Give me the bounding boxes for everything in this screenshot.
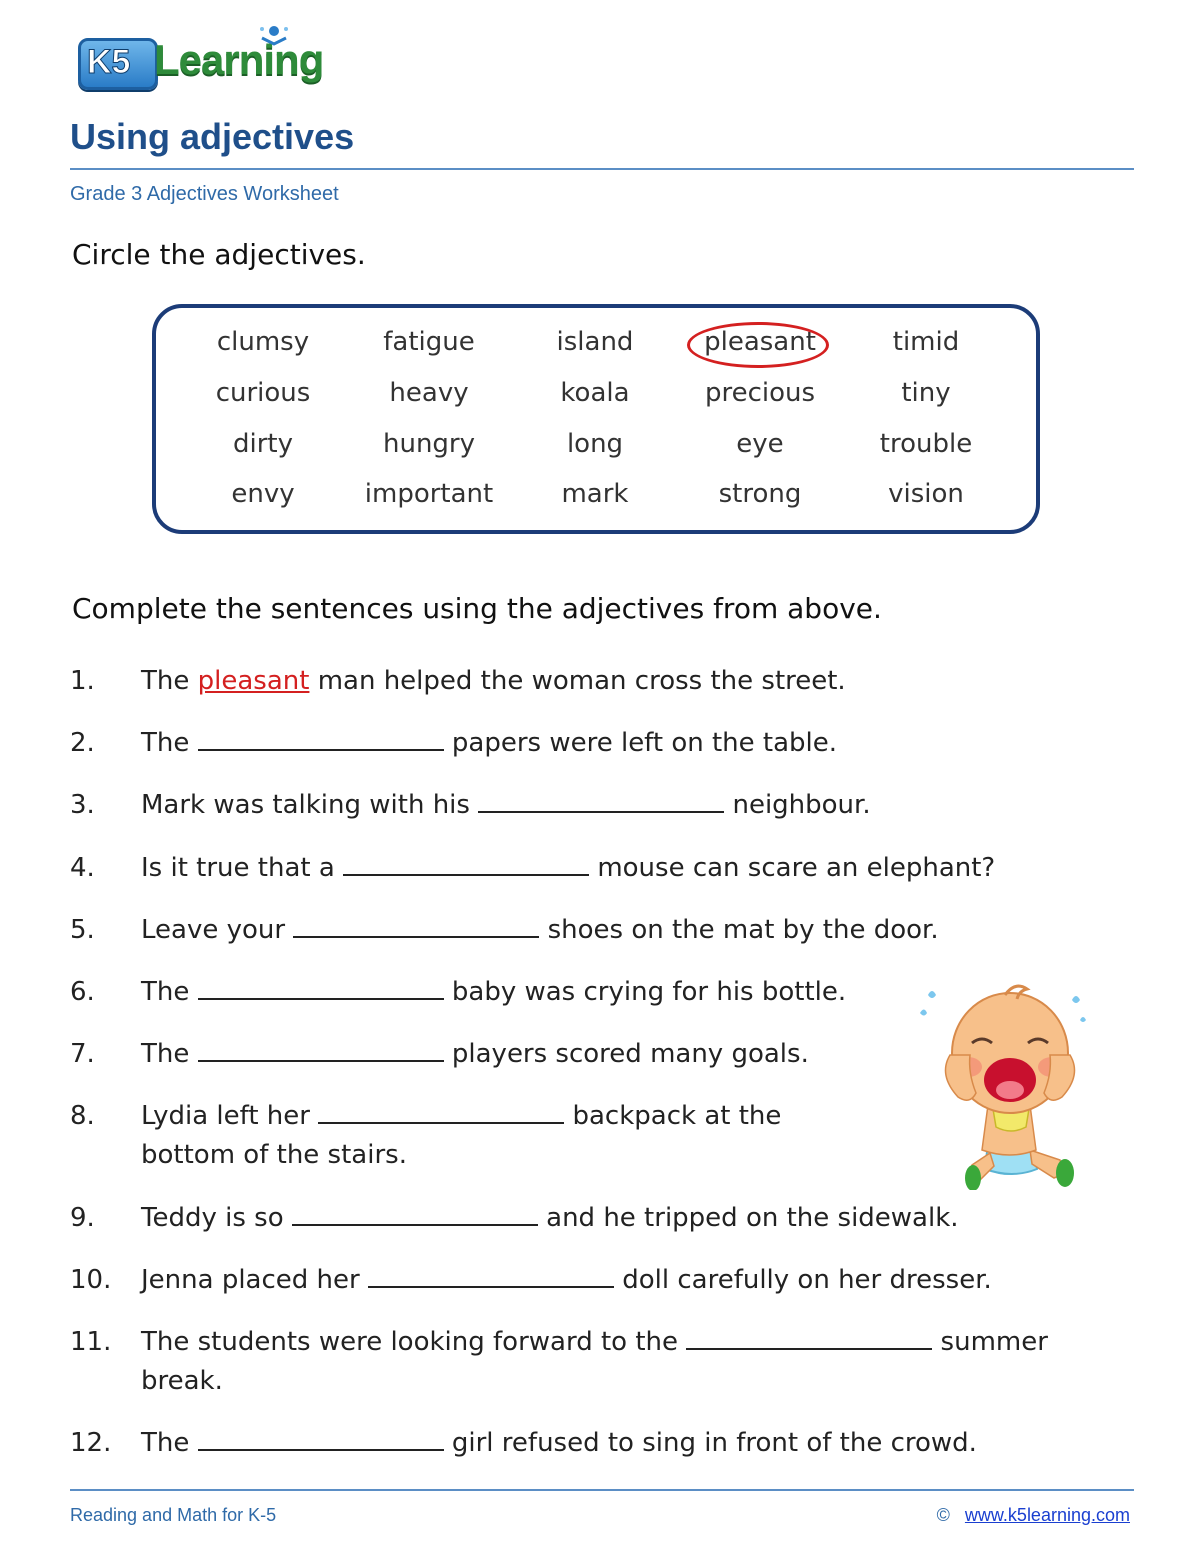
word-dirty[interactable]: dirty (233, 429, 293, 459)
question-sentence (141, 1199, 959, 1238)
word-island[interactable]: island (556, 327, 634, 357)
question-number: 5. (70, 915, 95, 945)
page-title: Using adjectives (70, 116, 355, 157)
question-number: 1. (70, 666, 95, 696)
question-sentence (141, 1424, 977, 1463)
word-precious[interactable]: precious (704, 378, 816, 408)
sentence-end: papers were left on the table. (451, 728, 838, 758)
website-link[interactable]: www.k5learning.com (964, 1505, 1130, 1525)
answer-blank[interactable] (292, 1202, 538, 1226)
sentence-start: Is it true that a (141, 853, 335, 883)
question-number: 7. (70, 1039, 95, 1069)
sentence-start: The (141, 1428, 190, 1458)
question-number: 3. (70, 790, 95, 820)
sentence-end: girl refused to sing in front of the crowd. (451, 1428, 977, 1458)
word-eye[interactable]: eye (736, 429, 784, 459)
logo-badge (78, 38, 158, 90)
question-sentence (141, 911, 939, 950)
word-strong[interactable]: strong (718, 479, 802, 509)
word-hungry[interactable]: hungry (382, 429, 475, 459)
answer-blank[interactable] (198, 976, 444, 1000)
sentence-start: Jenna placed her (141, 1265, 360, 1295)
sentence-start: Lydia left her (141, 1101, 310, 1131)
sentence-start: Leave your (141, 915, 286, 945)
question-sentence (141, 1097, 831, 1175)
question-number: 9. (70, 1203, 95, 1233)
word-tiny[interactable]: tiny (901, 378, 951, 408)
sentence-end: mouse can scare an elephant? (597, 853, 996, 883)
question-number: 10. (70, 1265, 112, 1295)
word-vision[interactable]: vision (888, 479, 964, 509)
instruction-circle: Circle the adjectives. (72, 238, 366, 271)
sentence-end: doll carefully on her dresser. (622, 1265, 992, 1295)
word-pleasant[interactable]: pleasant (704, 327, 816, 357)
question-sentence (141, 1261, 992, 1300)
answer-blank[interactable] (368, 1264, 614, 1288)
sentence-end: and he tripped on the sidewalk. (546, 1203, 959, 1233)
sentence-start: The students were looking forward to the (141, 1327, 679, 1357)
sentence-end: backpack at the bottom of the stairs. (141, 1101, 782, 1170)
word-envy[interactable]: envy (231, 479, 295, 509)
word-mark[interactable]: mark (561, 479, 629, 509)
question-sentence (141, 662, 846, 701)
question-sentence (141, 1323, 1071, 1401)
logo-badge-text: K5 (87, 43, 131, 81)
question-number: 11. (70, 1327, 112, 1357)
crying-baby-illustration (910, 975, 1095, 1190)
answer-blank[interactable] (198, 727, 444, 751)
answer-circle (687, 322, 829, 368)
word-fatigue[interactable]: fatigue (383, 327, 475, 357)
sentence-start: Teddy is so (141, 1203, 284, 1233)
question-sentence (141, 1035, 809, 1074)
sentence-start: The (141, 1039, 190, 1069)
word-curious[interactable]: curious (215, 378, 311, 408)
sentence-start: Mark was talking with his (141, 790, 470, 820)
answer-blank[interactable] (198, 1038, 444, 1062)
question-sentence (141, 724, 837, 763)
instruction-complete: Complete the sentences using the adjectives from above. (72, 592, 882, 625)
answer-blank[interactable] (318, 1100, 564, 1124)
question-number: 12. (70, 1428, 112, 1458)
word-koala[interactable]: koala (560, 378, 630, 408)
k5-learning-logo (74, 24, 334, 90)
question-sentence (141, 973, 846, 1012)
answer-blank[interactable] (293, 914, 539, 938)
word-heavy[interactable]: heavy (389, 378, 469, 408)
sentence-end: summer break. (141, 1327, 1048, 1396)
question-number: 8. (70, 1101, 95, 1131)
sentence-end: neighbour. (732, 790, 871, 820)
title-divider (70, 168, 1134, 170)
word-long[interactable]: long (566, 429, 624, 459)
sentence-start: The (141, 977, 190, 1007)
question-sentence (141, 849, 995, 888)
logo-figure-icon (256, 24, 292, 54)
question-number: 6. (70, 977, 95, 1007)
word-important[interactable]: important (364, 479, 494, 509)
answer-text[interactable]: pleasant (197, 666, 310, 696)
sentence-end: man helped the woman cross the street. (317, 666, 846, 696)
sentence-end: players scored many goals. (451, 1039, 809, 1069)
footer-tagline: Reading and Math for K-5 (70, 1505, 277, 1525)
word-timid[interactable]: timid (892, 327, 960, 357)
question-number: 2. (70, 728, 95, 758)
question-sentence (141, 786, 871, 825)
answer-blank[interactable] (198, 1427, 444, 1451)
sentence-end: shoes on the mat by the door. (547, 915, 939, 945)
footer-site (937, 1505, 1130, 1526)
answer-blank[interactable] (478, 789, 724, 813)
word-clumsy[interactable]: clumsy (216, 327, 310, 357)
answer-blank[interactable] (343, 852, 589, 876)
logo-word: Learning (154, 36, 324, 83)
page-subtitle: Grade 3 Adjectives Worksheet (70, 183, 339, 205)
copyright-symbol: © (936, 1505, 950, 1525)
word-trouble[interactable]: trouble (879, 429, 973, 459)
footer-divider (70, 1489, 1134, 1491)
sentence-end: baby was crying for his bottle. (451, 977, 847, 1007)
sentence-start: The (141, 666, 190, 696)
question-number: 4. (70, 853, 95, 883)
answer-blank[interactable] (686, 1326, 932, 1350)
sentence-start: The (141, 728, 190, 758)
